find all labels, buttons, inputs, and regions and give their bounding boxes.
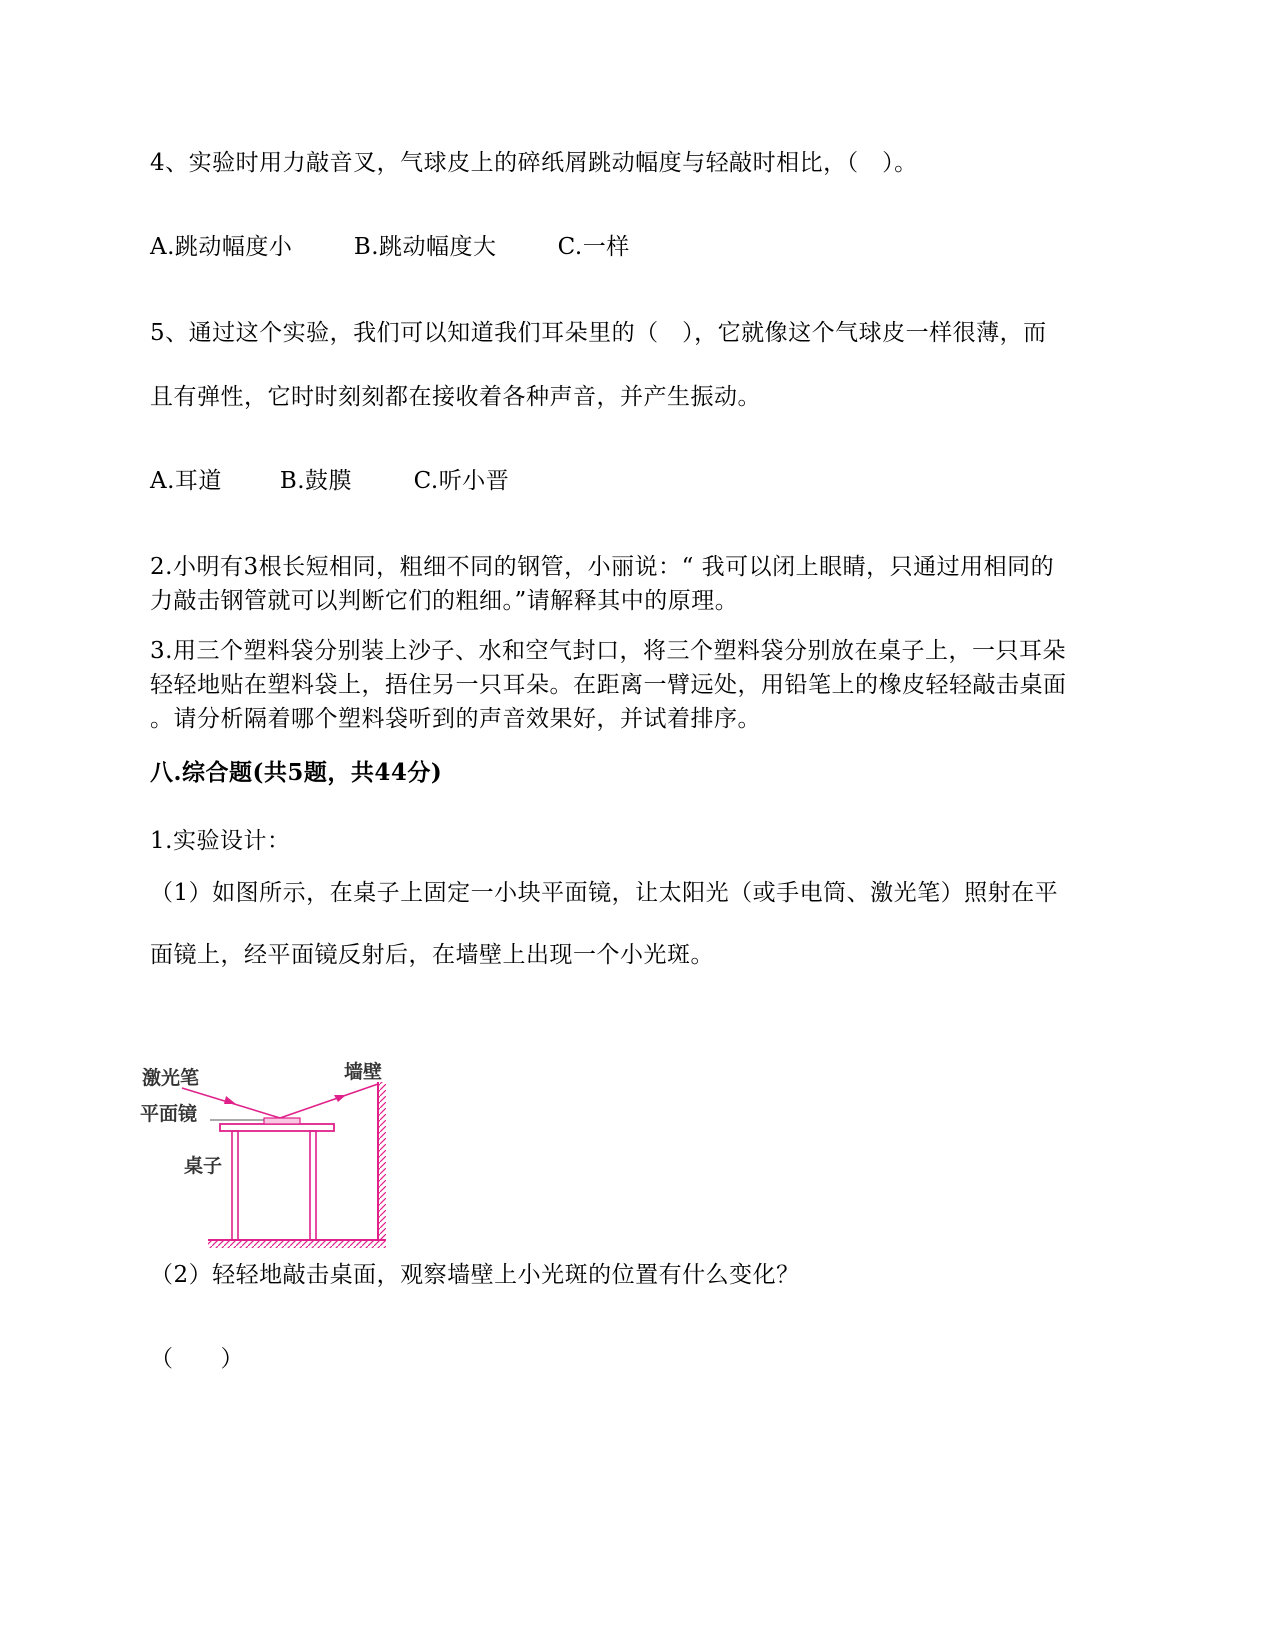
table-leg-right: [310, 1131, 316, 1240]
table-top: [220, 1124, 334, 1131]
mirror-experiment-figure: [140, 1060, 410, 1270]
q2-line1: 2.小明有3根长短相同，粗细不同的钢管，小丽说：“ 我可以闭上眼睛，只通过用相同的: [150, 554, 1055, 580]
laser-arrow-incident: [224, 1096, 236, 1104]
mirror: [264, 1118, 300, 1124]
s8q1-part1-line2: 面镜上，经平面镜反射后，在墙壁上出现一个小光斑。: [150, 942, 714, 968]
section-8-title: 八.综合题(共5题，共44分): [150, 759, 443, 786]
s8q1-title: 1.实验设计：: [150, 828, 291, 854]
s8q1-part2: （2）轻轻地敲击桌面，观察墙壁上小光斑的位置有什么变化？: [150, 1262, 800, 1288]
s8q1-part1-line1: （1）如图所示，在桌子上固定一小块平面镜，让太阳光（或手电筒、激光笔）照射在平: [150, 880, 1059, 906]
laser-ray-reflected: [280, 1084, 378, 1118]
floor-hatching: [208, 1240, 386, 1248]
q5-stem-line1: 5、通过这个实验，我们可以知道我们耳朵里的（ ），它就像这个气球皮一样很薄，而: [150, 320, 1047, 346]
q4-stem: 4、实验时用力敲音叉，气球皮上的碎纸屑跳动幅度与轻敲时相比，（ ）。: [150, 150, 918, 176]
q5-option-b: B.鼓膜: [279, 468, 353, 494]
laser-label: 激光笔: [142, 1067, 200, 1089]
q4-option-b: B.跳动幅度大: [353, 234, 497, 260]
q5-option-a: A.耳道: [150, 468, 222, 494]
q5-options: [150, 466, 509, 496]
answer-blank: （ ）: [150, 1346, 244, 1372]
q4-options: [150, 232, 630, 262]
table-leg-left: [232, 1131, 238, 1240]
q4-option-c: C.一样: [557, 234, 630, 260]
q3-line1: 3.用三个塑料袋分别装上沙子、水和空气封口，将三个塑料袋分别放在桌子上，一只耳朵: [150, 638, 1066, 664]
wall-label: 墙壁: [344, 1061, 383, 1083]
q3-line3: 。请分析隔着哪个塑料袋听到的声音效果好，并试着排序。: [150, 706, 761, 732]
table-label: 桌子: [184, 1155, 223, 1177]
q5-stem-line2: 且有弹性，它时时刻刻都在接收着各种声音，并产生振动。: [150, 384, 761, 410]
q3-line2: 轻轻地贴在塑料袋上，捂住另一只耳朵。在距离一臂远处，用铅笔上的橡皮轻轻敲击桌面: [150, 672, 1067, 698]
mirror-label: 平面镜: [140, 1103, 198, 1125]
q2-line2: 力敲击钢管就可以判断它们的粗细。”请解释其中的原理。: [150, 588, 739, 614]
q5-option-c: C.听小晋: [413, 468, 510, 494]
wall-hatching: [378, 1082, 386, 1240]
q4-option-a: A.跳动幅度小: [150, 234, 293, 260]
